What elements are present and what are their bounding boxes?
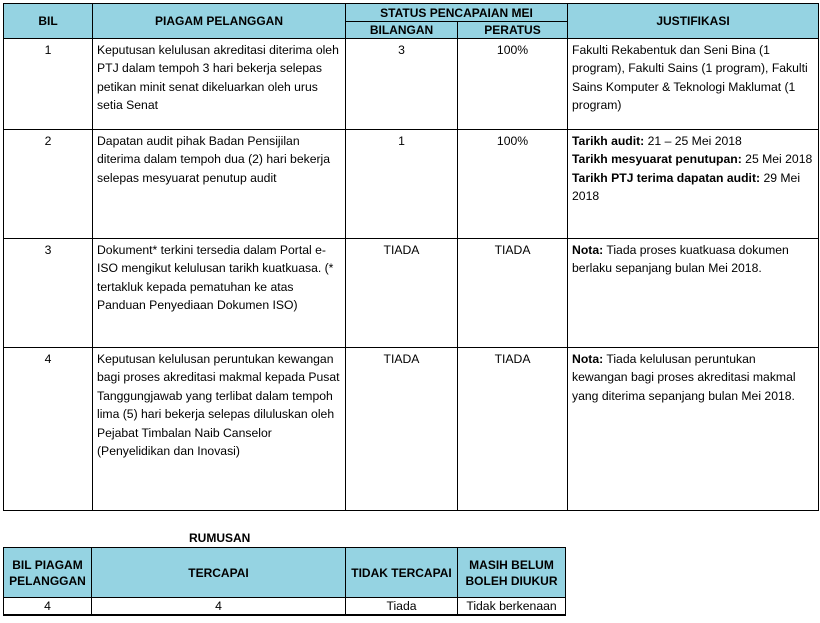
row-piagam: Dokument* terkini tersedia dalam Portal e-ISO mengikut kelulusan tarikh kuatkuasa. (* tertakluk kepada pematuhan ke atas Panduan Penyediaan Dokumen ISO) (93, 239, 346, 348)
rumusan-header-tercapai: TERCAPAI (92, 548, 346, 598)
justifikasi-label: Tarikh PTJ terima dapatan audit: (572, 170, 761, 185)
rumusan-table (3, 547, 566, 616)
rumusan-value-tercapai: 4 (92, 598, 346, 615)
justifikasi-text: 25 Mei 2018 (741, 152, 813, 167)
justifikasi-line (572, 243, 789, 275)
header-justifikasi: JUSTIFIKASI (568, 4, 819, 39)
table-row (4, 348, 819, 511)
justifikasi-text: 21 – 25 Mei 2018 (644, 134, 742, 148)
row-piagam: Dapatan audit pihak Badan Pensijilan diterima dalam tempoh dua (2) hari bekerja selepas mesyuarat penutup audit (93, 130, 346, 239)
justifikasi-label: Nota: (572, 352, 604, 366)
row-bilangan: TIADA (346, 348, 458, 511)
row-peratus: 100% (458, 130, 568, 239)
justifikasi-line (572, 43, 808, 112)
row-bilangan: 1 (346, 130, 458, 239)
header-bilangan: BILANGAN (346, 22, 458, 39)
row-bil: 4 (4, 348, 93, 511)
row-peratus: TIADA (458, 348, 568, 511)
justifikasi-line (572, 352, 796, 403)
table-row (4, 130, 819, 239)
justifikasi-label: Nota: (572, 243, 604, 257)
justifikasi-line (572, 169, 814, 206)
row-piagam: Keputusan kelulusan akreditasi diterima oleh PTJ dalam tempoh 3 hari bekerja selepas petikan minit senat dikeluarkan oleh urus setia Senat (93, 39, 346, 130)
row-justifikasi (568, 130, 819, 239)
table-row (4, 239, 819, 348)
rumusan-header-bil-piagam: BIL PIAGAM PELANGGAN (4, 548, 92, 598)
row-bil: 3 (4, 239, 93, 348)
justifikasi-line (572, 150, 814, 168)
row-justifikasi (568, 239, 819, 348)
header-piagam: PIAGAM PELANGGAN (93, 4, 346, 39)
justifikasi-label: Tarikh mesyuarat penutupan: (572, 152, 742, 167)
header-bil: BIL (4, 4, 93, 39)
row-justifikasi (568, 348, 819, 511)
justifikasi-label: Tarikh audit: (572, 134, 645, 148)
piagam-pelanggan-table (3, 3, 819, 511)
justifikasi-text: Tiada kelulusan peruntukan kewangan bagi proses akreditasi makmal yang diterima sepanjang bulan Mei 2018. (572, 352, 796, 403)
justifikasi-text: Fakulti Rekabentuk dan Seni Bina (1 program), Fakulti Sains (1 program), Fakulti Sains Komputer & Teknologi Maklumat (1 program) (572, 43, 808, 113)
rumusan-value-bil-piagam: 4 (4, 598, 92, 615)
row-bilangan: TIADA (346, 239, 458, 348)
rumusan-value-masih-belum: Tidak berkenaan (458, 598, 566, 615)
rumusan-title: RUMUSAN (189, 531, 251, 545)
table-row (4, 39, 819, 130)
row-peratus: TIADA (458, 239, 568, 348)
rumusan-header-tidak-tercapai: TIDAK TERCAPAI (346, 548, 458, 598)
row-bil: 1 (4, 39, 93, 130)
header-status: STATUS PENCAPAIAN MEI (346, 4, 568, 22)
row-piagam: Keputusan kelulusan peruntukan kewangan bagi proses akreditasi makmal kepada Pusat Tanggungjawab yang terlibat dalam tempoh lima (5) hari bekerja selepas diluluskan oleh Pejabat Timbalan Naib Canselor (Penyelidikan dan Inovasi) (93, 348, 346, 511)
rumusan-value-tidak-tercapai: Tiada (346, 598, 458, 615)
row-bilangan: 3 (346, 39, 458, 130)
header-peratus: PERATUS (458, 22, 568, 39)
row-peratus: 100% (458, 39, 568, 130)
rumusan-header-masih-belum: MASIH BELUM BOLEH DIUKUR (458, 548, 566, 598)
row-bil: 2 (4, 130, 93, 239)
justifikasi-line (572, 132, 814, 150)
justifikasi-text: 29 Mei 2018 (572, 170, 801, 204)
row-justifikasi (568, 39, 819, 130)
justifikasi-text: Tiada proses kuatkuasa dokumen berlaku sepanjang bulan Mei 2018. (572, 243, 789, 276)
